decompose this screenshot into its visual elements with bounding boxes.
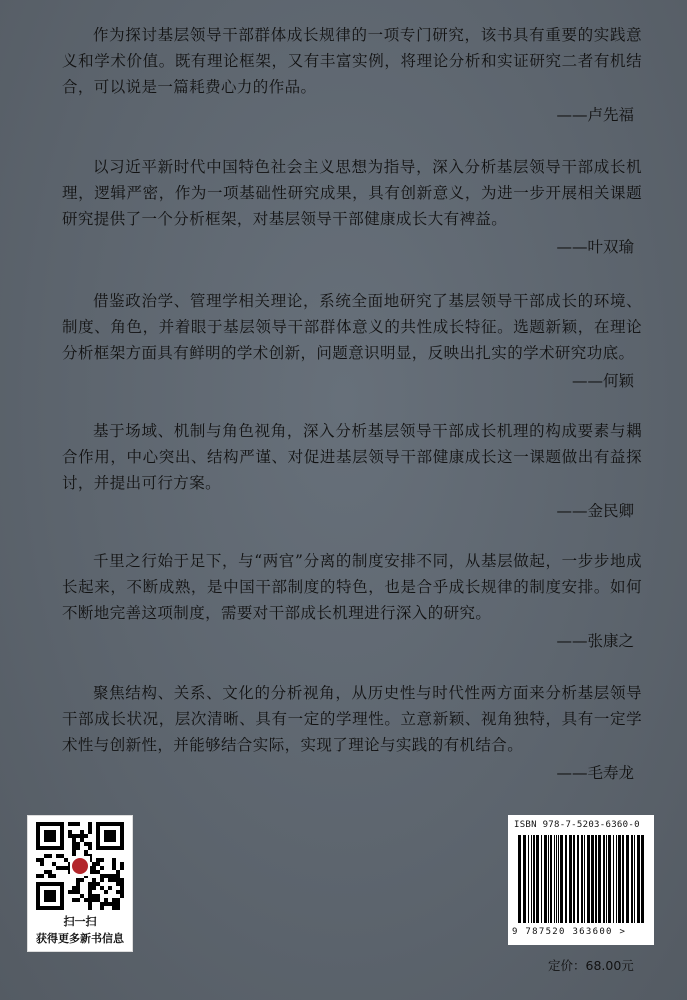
review-block	[62, 680, 642, 786]
isbn-barcode-panel	[508, 815, 654, 945]
review-signature: ——金民卿	[556, 502, 634, 520]
qr-caption-scan: 扫一扫	[63, 915, 97, 928]
review-block	[62, 22, 642, 128]
review-text: 借鉴政治学、管理学相关理论，系统全面地研究了基层领导干部成长的环境、制度、角色，并着眼于基层领导干部群体意义的共性成长特征。选题新颖，在理论分析框架方面具有鲜明的学术创新，问题意识明显，反映出扎实的学术研究功底。	[62, 292, 642, 362]
review-signature: ——张康之	[556, 632, 634, 650]
review-text: 千里之行始于足下，与“两官”分离的制度安排不同，从基层做起，一步步地成长起来，不断成熟，是中国干部制度的特色，也是合乎成长规律的制度安排。如何不断地完善这项制度，需要对干部成长机理进行深入的研究。	[62, 552, 642, 622]
isbn-label: ISBN 978-7-5203-6360-0	[514, 820, 640, 830]
review-text: 基于场域、机制与角色视角，深入分析基层领导干部成长机理的构成要素与耦合作用，中心突出、结构严谨、对促进基层领导干部健康成长这一课题做出有益探讨，并提出可行方案。	[62, 422, 642, 492]
review-block	[62, 154, 642, 260]
review-signature: ——毛寿龙	[556, 764, 634, 782]
barcode-icon	[514, 835, 648, 925]
barcode-digits: 9 787520 363600 >	[512, 927, 627, 937]
review-block	[62, 418, 642, 524]
price-label: 定价：68.00元	[548, 958, 634, 973]
qr-code-icon	[36, 822, 124, 910]
qr-code-panel	[27, 815, 133, 952]
review-block	[62, 548, 642, 654]
review-block	[62, 288, 642, 394]
qr-caption-info: 获得更多新书信息	[36, 932, 124, 945]
review-signature: ——何颖	[571, 372, 634, 390]
review-text: 以习近平新时代中国特色社会主义思想为指导，深入分析基层领导干部成长机理，逻辑严密，作为一项基础性研究成果，具有创新意义，为进一步开展相关课题研究提供了一个分析框架，对基层领导干部健康成长大有裨益。	[62, 158, 642, 228]
review-signature: ——卢先福	[556, 106, 634, 124]
review-text: 聚焦结构、关系、文化的分析视角，从历史性与时代性两方面来分析基层领导干部成长状况，层次清晰、具有一定的学理性。立意新颖、视角独特，具有一定学术性与创新性，并能够结合实际，实现了理论与实践的有机结合。	[62, 684, 642, 754]
review-signature: ——叶双瑜	[556, 238, 634, 256]
review-text: 作为探讨基层领导干部群体成长规律的一项专门研究，该书具有重要的实践意义和学术价值。既有理论框架，又有丰富实例，将理论分析和实证研究二者有机结合，可以说是一篇耗费心力的作品。	[62, 26, 642, 96]
